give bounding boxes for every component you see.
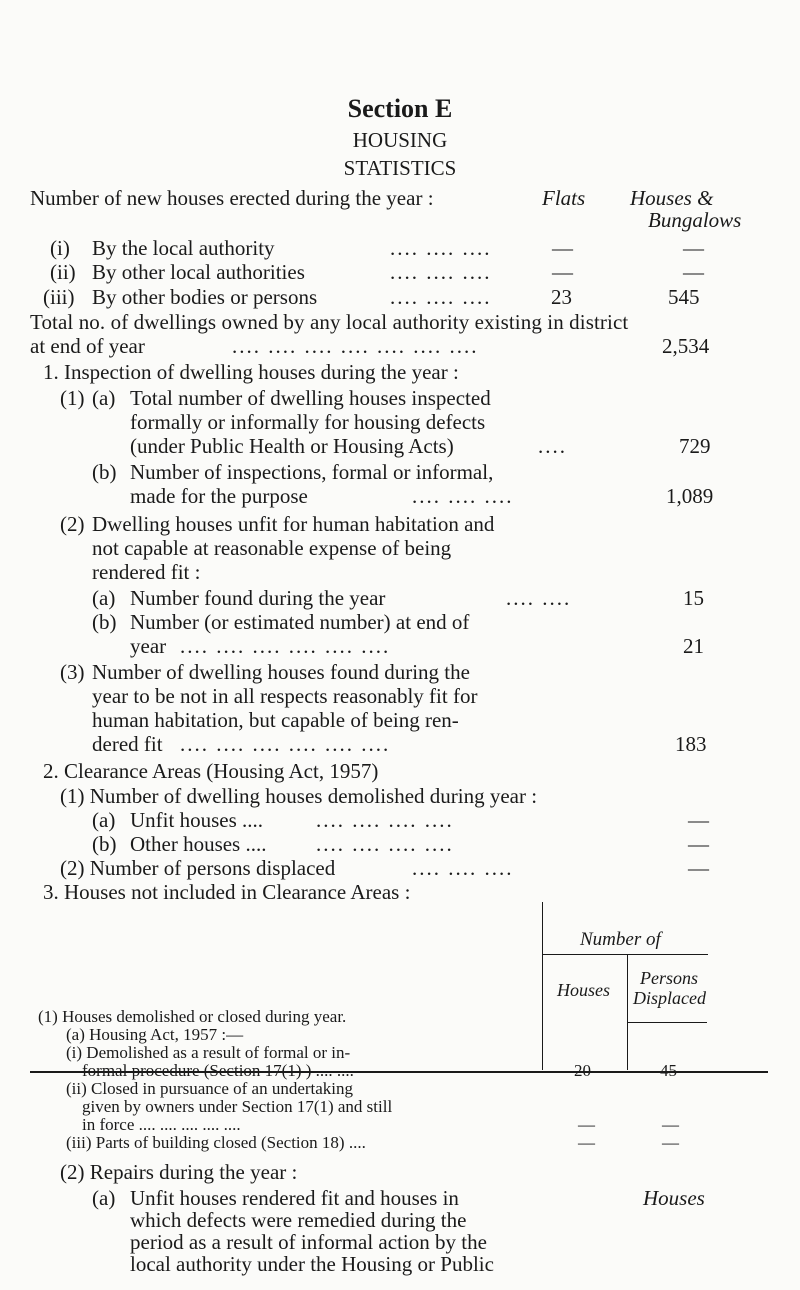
row-num: (ii) [50,260,76,284]
table-cell-persons: — [662,1133,679,1152]
inspection-2a-text: Number found during the year [130,586,386,610]
inspection-heading: 1. Inspection of dwelling houses during the year : [43,360,459,384]
clearance-a-text: Unfit houses .... [130,808,263,832]
inspection-1a-line: (under Public Health or Housing Acts) [130,434,454,458]
item-letter: (a) [92,586,116,610]
page-title: HOUSING [352,128,448,152]
inspection-3-dots: .... .... .... .... .... .... [180,732,391,756]
item-letter: (b) [92,460,117,484]
clearance-b-value: — [688,832,709,856]
total-dwellings-line2: at end of year [30,334,145,358]
item-num: (1) [60,386,85,410]
clearance-item2-value: — [688,856,709,880]
inspection-1b-dots: .... .... .... [412,484,514,508]
inspection-1a-line: formally or informally for housing defects [130,410,486,434]
inspection-2-line: rendered fit : [92,560,201,584]
total-dwellings-dots: .... .... .... .... .... .... .... [232,334,479,358]
col-flats-header: Flats [542,186,586,210]
inspection-1b-line: Number of inspections, formal or informal, [130,460,494,484]
inspection-3-line: Number of dwelling houses found during the [92,660,470,684]
row-dots: .... .... .... [390,285,492,309]
item-num: (2) [60,512,85,536]
table-cell-houses: — [578,1115,595,1134]
table-row-label: (1) Houses demolished or closed during year. [38,1007,347,1026]
row-label: By other bodies or persons [92,285,318,309]
item-num: (3) [60,660,85,684]
inspection-2-line: Dwelling houses unfit for human habitation and [92,512,495,536]
table-row-label: (a) Housing Act, 1957 :— [66,1025,244,1044]
inspection-2a-value: 15 [683,586,704,610]
inspection-1b-line: made for the purpose [130,484,308,508]
table-row-label: formal procedure (Section 17(1) ) .... .... [82,1061,354,1080]
table-col-displaced: Displaced [633,988,706,1008]
item-letter: (b) [92,610,117,634]
table-col-houses: Houses [557,980,610,1000]
item-letter: (a) [92,386,116,410]
inspection-3-line: dered fit [92,732,163,756]
page-subtitle: STATISTICS [343,156,457,180]
row-houses-value: — [683,236,704,260]
new-houses-label: Number of new houses erected during the year : [30,186,434,210]
table-cell-houses: — [578,1133,595,1152]
repairs-a-line: local authority under the Housing or Public [130,1252,494,1276]
table-vertical-rule-left [542,902,543,1070]
row-label: By the local authority [92,236,275,260]
inspection-1a-line: Total number of dwelling houses inspected [130,386,491,410]
item-letter: (a) [92,1186,116,1210]
inspection-1a-value: 729 [679,434,711,458]
row-label: By other local authorities [92,260,305,284]
inspection-3-line: year to be not in all respects reasonably fit for [92,684,478,708]
inspection-1b-value: 1,089 [666,484,714,508]
row-flats-value: — [552,260,573,284]
inspection-3-value: 183 [675,732,707,756]
repairs-a-line: period as a result of informal action by the [130,1230,487,1254]
table-row-label: (ii) Closed in pursuance of an undertaking [66,1079,354,1098]
table-cell-houses: 20 [574,1061,591,1080]
table-col-persons: Persons [640,968,698,988]
row-dots: .... .... .... [390,236,492,260]
inspection-2-line: not capable at reasonable expense of being [92,536,452,560]
table-row-label: (i) Demolished as a result of formal or in- [66,1043,351,1062]
repairs-col-houses: Houses [643,1186,705,1210]
total-dwellings-line1: Total no. of dwellings owned by any local authority existing in district [30,310,629,334]
total-dwellings-value: 2,534 [662,334,710,358]
clearance-a-value: — [688,808,709,832]
inspection-2b-line: Number (or estimated number) at end of [130,610,470,634]
inspection-2b-line: year [130,634,167,658]
table-row-label: in force .... .... .... .... .... [82,1115,241,1134]
table-row-label: given by owners under Section 17(1) and still [82,1097,393,1116]
not-included-heading: 3. Houses not included in Clearance Areas : [43,880,411,904]
table-number-of-header: Number of [580,929,661,950]
row-num: (i) [50,236,70,260]
clearance-b-text: Other houses .... [130,832,267,856]
item-letter: (a) [92,808,116,832]
row-flats-value: 23 [551,285,572,309]
clearance-item2-dots: .... .... .... [412,856,514,880]
table-vertical-rule-mid [627,954,628,1070]
table-rule-number-of [542,954,708,955]
inspection-2b-dots: .... .... .... .... .... .... [180,634,391,658]
repairs-a-line: Unfit houses rendered fit and houses in [130,1186,459,1210]
clearance-heading: 2. Clearance Areas (Housing Act, 1957) [43,759,379,783]
table-rule-header [627,1022,707,1023]
table-row-label: (iii) Parts of building closed (Section 18) .... [66,1133,366,1152]
row-houses-value: — [683,260,704,284]
inspection-1a-dots: .... [538,434,567,458]
clearance-item2: (2) Number of persons displaced [60,856,336,880]
clearance-a-dots: .... .... .... .... [316,808,454,832]
row-dots: .... .... .... [390,260,492,284]
inspection-3-line: human habitation, but capable of being ren- [92,708,459,732]
col-houses-header-2: Bungalows [648,208,742,232]
inspection-2b-value: 21 [683,634,704,658]
col-houses-header: Houses & [630,186,714,210]
inspection-2a-dots: .... .... [506,586,572,610]
clearance-b-dots: .... .... .... .... [316,832,454,856]
item-letter: (b) [92,832,117,856]
table-cell-persons: — [662,1115,679,1134]
repairs-a-line: which defects were remedied during the [130,1208,467,1232]
clearance-item1: (1) Number of dwelling houses demolished during year : [60,784,538,808]
row-flats-value: — [552,236,573,260]
row-houses-value: 545 [668,285,700,309]
section-title: Section E [347,94,453,123]
table-cell-persons: 45 [660,1061,677,1080]
repairs-heading: (2) Repairs during the year : [60,1160,298,1184]
row-num: (iii) [43,285,75,309]
